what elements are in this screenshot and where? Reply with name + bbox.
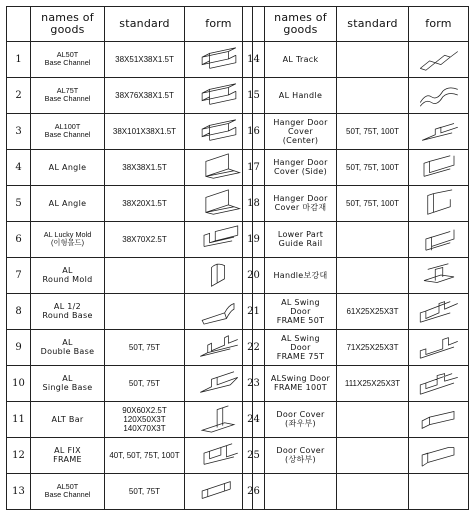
item-name: [31, 293, 105, 329]
item-standard: [337, 437, 409, 473]
item-standard-line: 38X20X1.5T: [122, 198, 167, 208]
item-standard: [105, 365, 185, 401]
item-number: 9: [7, 329, 31, 365]
item-name-line: Door Cover: [276, 410, 325, 420]
item-form: [409, 365, 469, 401]
item-standard-line: 90X60X2.5T: [122, 405, 167, 415]
item-form: [409, 41, 469, 77]
item-standard: [337, 149, 409, 185]
item-form: [409, 329, 469, 365]
table-header-row: [243, 7, 469, 42]
item-form: [409, 77, 469, 113]
item-number: 2: [7, 77, 31, 113]
item-form: [409, 113, 469, 149]
header-number: [7, 7, 31, 42]
item-form: [409, 437, 469, 473]
item-standard-line: 38X38X1.5T: [122, 162, 167, 172]
item-name: [31, 185, 105, 221]
item-number: 22: [243, 329, 265, 365]
table-row: [243, 401, 469, 437]
item-standard: [105, 77, 185, 113]
item-name: [31, 77, 105, 113]
item-name-line: Hanger Door: [273, 158, 328, 168]
item-standard-line: 140X70X3T: [123, 423, 166, 433]
item-name-line: (상하부): [285, 455, 316, 465]
item-name-line: Cover: [288, 126, 313, 136]
table-row: [7, 221, 253, 257]
item-number: 12: [7, 437, 31, 473]
item-form: [409, 149, 469, 185]
item-standard: [337, 473, 409, 509]
item-number: 13: [7, 473, 31, 509]
item-name-line: (이형몰드): [50, 238, 85, 248]
hanger-cover-finish-icon: [409, 188, 468, 218]
table-row: [7, 113, 253, 149]
item-standard: [105, 401, 185, 437]
item-name: [265, 41, 337, 77]
item-standard: [337, 293, 409, 329]
item-form: [409, 221, 469, 257]
header-names-of-goods: names of goods: [265, 7, 337, 42]
item-standard: [337, 77, 409, 113]
item-standard-line: 50T, 75T, 100T: [346, 126, 399, 136]
handle-profile-icon: [409, 80, 468, 110]
item-name-line: AL 1/2: [53, 302, 82, 312]
item-name: [31, 41, 105, 77]
swing-frame-75-icon: [409, 332, 468, 362]
item-standard: [105, 473, 185, 509]
item-standard-line: 120X50X3T: [123, 414, 166, 424]
item-name: [265, 257, 337, 293]
item-standard: [105, 329, 185, 365]
item-name: [265, 77, 337, 113]
item-number: 4: [7, 149, 31, 185]
item-standard-line: 38X51X38X1.5T: [115, 54, 174, 64]
handle-reinforcement-icon: [409, 260, 468, 290]
product-spec-sheet: [6, 6, 468, 510]
table-row: [243, 437, 469, 473]
item-name-line: AL Angle: [48, 162, 87, 172]
item-name: [265, 401, 337, 437]
item-number: 21: [243, 293, 265, 329]
item-form: [409, 473, 469, 509]
item-name-line: AL Lucky Mold: [43, 229, 92, 239]
table-row: [7, 401, 253, 437]
header-standard: standard: [105, 7, 185, 42]
table-row: [7, 149, 253, 185]
item-number: 1: [7, 41, 31, 77]
item-name-line: Guide Rail: [278, 239, 323, 249]
item-standard-line: 38X76X38X1.5T: [115, 90, 174, 100]
item-standard-line: 50T, 75T: [128, 342, 161, 352]
item-name: [265, 473, 337, 509]
item-number: 25: [243, 437, 265, 473]
item-name-line: FRAME: [53, 455, 82, 465]
item-form: [409, 293, 469, 329]
table-row: [243, 473, 469, 509]
item-standard: [105, 257, 185, 293]
item-name-line: Hanger Door: [273, 194, 328, 204]
item-name-line: Door: [290, 342, 311, 352]
item-name-line: Double Base: [40, 347, 95, 357]
table-row: [7, 437, 253, 473]
item-form: [409, 401, 469, 437]
table-row: [7, 293, 253, 329]
item-standard-line: 50T, 75T: [128, 486, 161, 496]
item-name-line: ALT Bar: [51, 414, 84, 424]
table-header-row: [7, 7, 253, 42]
item-name: [265, 329, 337, 365]
item-number: 16: [243, 113, 265, 149]
item-name-line: AL Angle: [48, 198, 87, 208]
table-row: [243, 293, 469, 329]
item-name-line: FRAME 100T: [274, 383, 327, 393]
table-row: [243, 329, 469, 365]
item-standard: [337, 401, 409, 437]
item-number: 23: [243, 365, 265, 401]
item-standard: [337, 185, 409, 221]
hanger-cover-center-icon: [409, 116, 468, 146]
table-row: [243, 41, 469, 77]
item-name-line: Base Channel: [44, 490, 91, 500]
item-name-line: Cover 마감재: [274, 203, 327, 213]
item-name: [31, 257, 105, 293]
item-name: [31, 113, 105, 149]
item-name-line: AL50T: [56, 49, 79, 59]
item-standard-line: 71X25X25X3T: [346, 342, 399, 352]
swing-frame-50-icon: [409, 296, 468, 326]
item-name-line: Cover (Side): [273, 167, 328, 177]
header-number: [243, 7, 265, 42]
item-number: 17: [243, 149, 265, 185]
item-number: 14: [243, 41, 265, 77]
table-row: [7, 257, 253, 293]
table-row: [7, 77, 253, 113]
item-name: [265, 221, 337, 257]
table-row: [243, 365, 469, 401]
item-standard: [105, 185, 185, 221]
item-name: [31, 401, 105, 437]
item-name-line: AL: [62, 338, 73, 348]
item-name-line: AL50T: [56, 481, 79, 491]
door-cover-top-icon: [409, 440, 468, 470]
item-name: [31, 437, 105, 473]
item-standard: [105, 41, 185, 77]
item-number: 10: [7, 365, 31, 401]
item-number: 15: [243, 77, 265, 113]
item-name: [265, 365, 337, 401]
item-name: [31, 473, 105, 509]
item-name-line: ALSwing Door: [270, 374, 331, 384]
door-cover-side-icon: [409, 404, 468, 434]
item-name-line: Single Base: [42, 383, 93, 393]
hanger-cover-side-icon: [409, 152, 468, 182]
item-name-line: Door: [290, 306, 311, 316]
item-number: 7: [7, 257, 31, 293]
header-standard: standard: [337, 7, 409, 42]
item-number: 20: [243, 257, 265, 293]
header-form: form: [409, 7, 469, 42]
item-name-line: (Center): [282, 135, 319, 145]
table-row: [7, 365, 253, 401]
item-standard-line: 61X25X25X3T: [346, 306, 399, 316]
item-name: [265, 113, 337, 149]
item-name: [31, 365, 105, 401]
item-name-line: AL FIX: [54, 446, 81, 456]
item-standard: [337, 365, 409, 401]
item-standard: [105, 113, 185, 149]
item-name-line: AL: [62, 266, 73, 276]
item-name: [265, 149, 337, 185]
item-standard-line: 38X70X2.5T: [122, 234, 167, 244]
table-row: [7, 185, 253, 221]
item-standard: [337, 257, 409, 293]
item-name-line: Base Channel: [44, 58, 91, 68]
table-row: [243, 185, 469, 221]
item-standard: [337, 41, 409, 77]
table-row: [243, 257, 469, 293]
item-standard: [337, 221, 409, 257]
item-name: [265, 437, 337, 473]
item-name-line: AL Swing: [281, 333, 320, 343]
item-form: [409, 185, 469, 221]
track-profile-icon: [409, 44, 468, 74]
item-form: [409, 257, 469, 293]
item-number: 18: [243, 185, 265, 221]
item-standard-line: 111X25X25X3T: [344, 378, 401, 388]
item-name-line: FRAME 75T: [276, 351, 325, 361]
item-name: [31, 329, 105, 365]
item-name-line: AL: [62, 374, 73, 384]
right-spec-table: [242, 6, 469, 510]
item-number: 24: [243, 401, 265, 437]
item-name-line: Base Channel: [44, 94, 91, 104]
item-standard-line: 40T, 50T, 75T, 100T: [109, 450, 180, 460]
item-standard-line: 50T, 75T, 100T: [346, 162, 399, 172]
table-row: [243, 113, 469, 149]
guide-rail-profile-icon: [409, 224, 468, 254]
swing-frame-100-icon: [409, 368, 468, 398]
item-name-line: AL100T: [54, 121, 81, 131]
item-standard: [337, 329, 409, 365]
header-form: form: [185, 7, 253, 42]
item-name-line: FRAME 50T: [276, 315, 325, 325]
item-name-line: Door Cover: [276, 446, 325, 456]
item-name: [265, 293, 337, 329]
item-standard: [337, 113, 409, 149]
item-number: 5: [7, 185, 31, 221]
table-row: [243, 77, 469, 113]
item-number: 26: [243, 473, 265, 509]
item-number: 3: [7, 113, 31, 149]
item-name-line: Hanger Door: [273, 117, 328, 127]
item-name-line: Round Base: [42, 311, 93, 321]
item-standard: [105, 437, 185, 473]
item-name-line: Base Channel: [44, 130, 91, 140]
item-standard-line: 50T, 75T, 100T: [346, 198, 399, 208]
table-row: [243, 149, 469, 185]
item-number: 8: [7, 293, 31, 329]
item-name: [265, 185, 337, 221]
table-row: [7, 41, 253, 77]
item-name-line: AL Handle: [278, 90, 323, 100]
item-standard: [105, 149, 185, 185]
table-row: [7, 329, 253, 365]
item-name-line: AL Track: [282, 54, 319, 64]
item-number: 19: [243, 221, 265, 257]
header-names-of-goods: names of goods: [31, 7, 105, 42]
item-name-line: Handle보강대: [273, 270, 328, 280]
item-name: [31, 221, 105, 257]
item-standard-line: 50T, 75T: [128, 378, 161, 388]
item-standard: [105, 293, 185, 329]
left-spec-table: [6, 6, 253, 510]
item-standard: [105, 221, 185, 257]
table-row: [243, 221, 469, 257]
item-name-line: AL75T: [56, 85, 79, 95]
item-name-line: AL Swing: [281, 297, 320, 307]
item-name-line: Lower Part: [277, 230, 324, 240]
item-number: 11: [7, 401, 31, 437]
item-name: [31, 149, 105, 185]
item-name-line: Round Mold: [42, 275, 93, 285]
item-name-line: (좌우부): [285, 419, 316, 429]
item-standard-line: 38X101X38X1.5T: [112, 126, 177, 136]
item-number: 6: [7, 221, 31, 257]
table-row: [7, 473, 253, 509]
